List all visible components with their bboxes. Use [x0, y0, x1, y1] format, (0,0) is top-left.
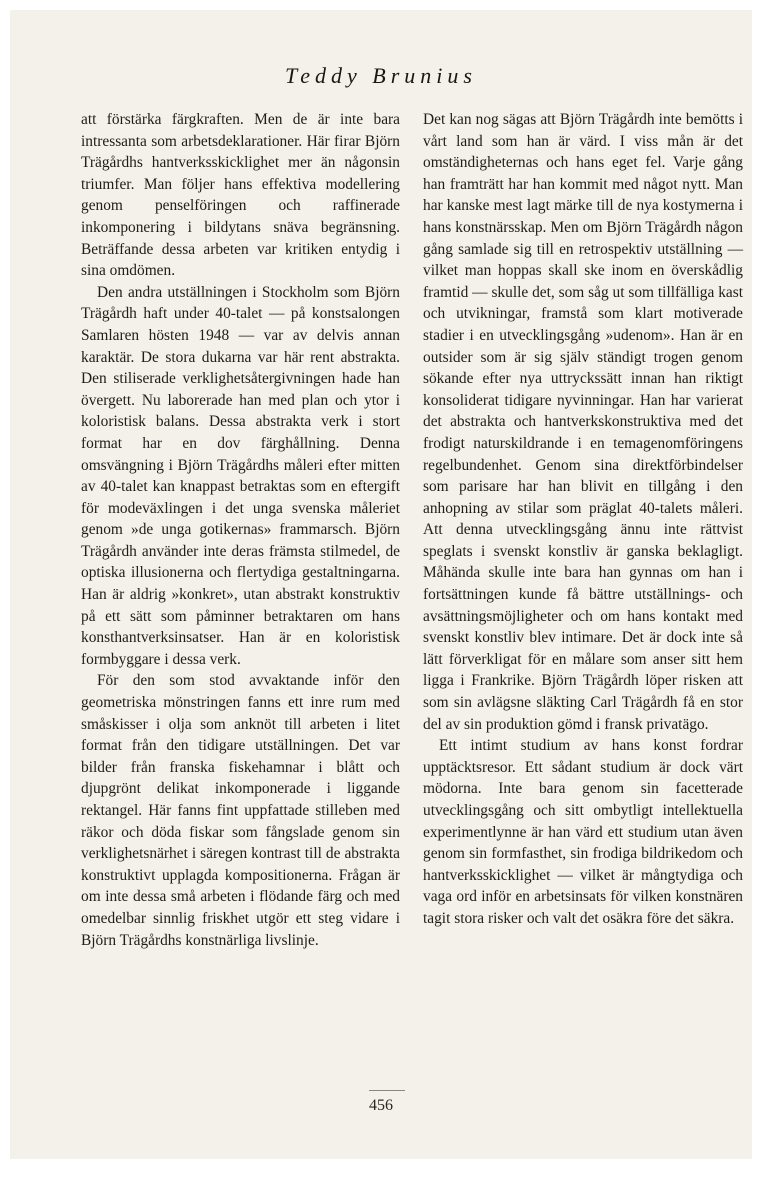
paragraph: att förstärka färgkraften. Men de är inte bara intressanta som arbetsdeklarationer. Här firar Björn Trägårdhs hantverksskicklighet mer än någonsin triumfer. Man följer hans effektiva modellering genom penselföringen och raffinerade inkomponering i bildytans snäva begränsning. Beträffande dessa arbeten var kritiken entydig i sina omdömen.: [81, 111, 400, 280]
document-page: [10, 10, 752, 1159]
footer-divider: [369, 1090, 405, 1091]
left-column: [81, 109, 400, 951]
paragraph: För den som stod avvaktande inför den geometriska mönstringen fanns ett inre rum med småskisser i olja som anknöt till arbeten i litet format från den tidigare utställningen. Det var bilder från franska fiskehamnar i blått och djupgrönt delikat inkomponerade i liggande rektangel. Här fanns fint uppfattade stilleben med räkor och döda fiskar som fångslade genom sin verklighetsnärhet i säregen kontrast till de abstrakta konstruktivt upplagda kompositionerna. Frågan är om inte dessa små arbeten i flödande färg och med omedelbar sinnlig friskhet utgör ett steg vidare i Björn Trägårdhs konstnärliga livslinje.: [81, 672, 400, 949]
page-number: 456: [369, 1097, 393, 1114]
right-column: [423, 109, 743, 930]
running-header: Teddy Brunius: [285, 63, 477, 88]
paragraph: Ett intimt studium av hans konst fordrar upptäcktsresor. Ett sådant studium är dock värt mödorna. Inte bara genom sin facetterade utvecklingsgång och sitt ombytligt intellektuella experimentlynne är han värd ett studium utan även genom sin formfasthet, sin frodiga bildrikedom och hantverksskicklighet — vilket är mångtydiga och vaga ord inför en arbetsinsats för vilken konstnären tagit stora risker och valt det osäkra före det säkra.: [423, 737, 743, 927]
paragraph: Det kan nog sägas att Björn Trägårdh inte bemötts i vårt land som han är värd. I viss mån är det omständigheternas och hans eget fel. Varje gång han framträtt har han kommit med något nytt. Man har kanske mest lagt märke till de nya kostymerna i hans konstnärsskap. Men om Björn Trägårdh någon gång samlade sig till en retrospektiv utställning — vilket man hoppas skall ske inom en överskådlig framtid — skulle det, som såg ut som tillfälliga kast och utvikningar, framstå som klart motiverade stadier i en utvecklingsgång »udenom». Han är en outsider som är sig själv ständigt trogen genom sökande efter nya uttryckssätt innan han riktigt konsoliderat tidigare nyvinningar. Han har varierat det abstrakta och hantverkskonstruktiva med det frodigt naturskildrande i en temagenomföringens regelbundenhet. Genom sina direktförbindelser som parisare har han blivit en tillgång i den anhopning av stilar som präglat 40-talets måleri. Att denna utvecklingsgång ännu inte rättvist speglats i svenskt konstliv är ganska beklagligt. Måhända skulle inte bara han gynnas om han i fortsättningen kunde få bättre utställnings- och avsättningsmöjligheter och om hans kontakt med svenskt konstliv blev intimare. Det är dock inte så lätt förverkligat för en målare som anser sitt hem ligga i Frankrike. Björn Trägårdh löper risken att som sin avlägsne släkting Carl Trägårdh få en stor del av sin produktion gömd i fransk privatägo.: [423, 111, 743, 733]
paragraph: Den andra utställningen i Stockholm som Björn Trägårdh haft under 40-talet — på konstsalongen Samlaren hösten 1948 — var av delvis annan karaktär. De stora dukarna var här rent abstrakta. Den stiliserade verklighetsåtergivningen hade han övergett. Nu laborerade han med plan och ytor i koloristisk balans. Dessa abstrakta verk i stort format har en dov färghållning. Denna omsvängning i Björn Trägårdhs måleri efter mitten av 40-talet kan knappast betraktas som en eftergift för modeväxlingen i det unga svenska måleriet genom »de unga gotikernas» frammarsch. Björn Trägårdh använder inte deras främsta stilmedel, de optiska illusionerna och flertydiga gestaltningarna. Han är aldrig »konkret», utan abstrakt konstruktiv på ett sätt som påminner betraktaren om hans konsthantverksinsatser. Han är en koloristisk formbyggare i dessa verk.: [81, 283, 400, 668]
